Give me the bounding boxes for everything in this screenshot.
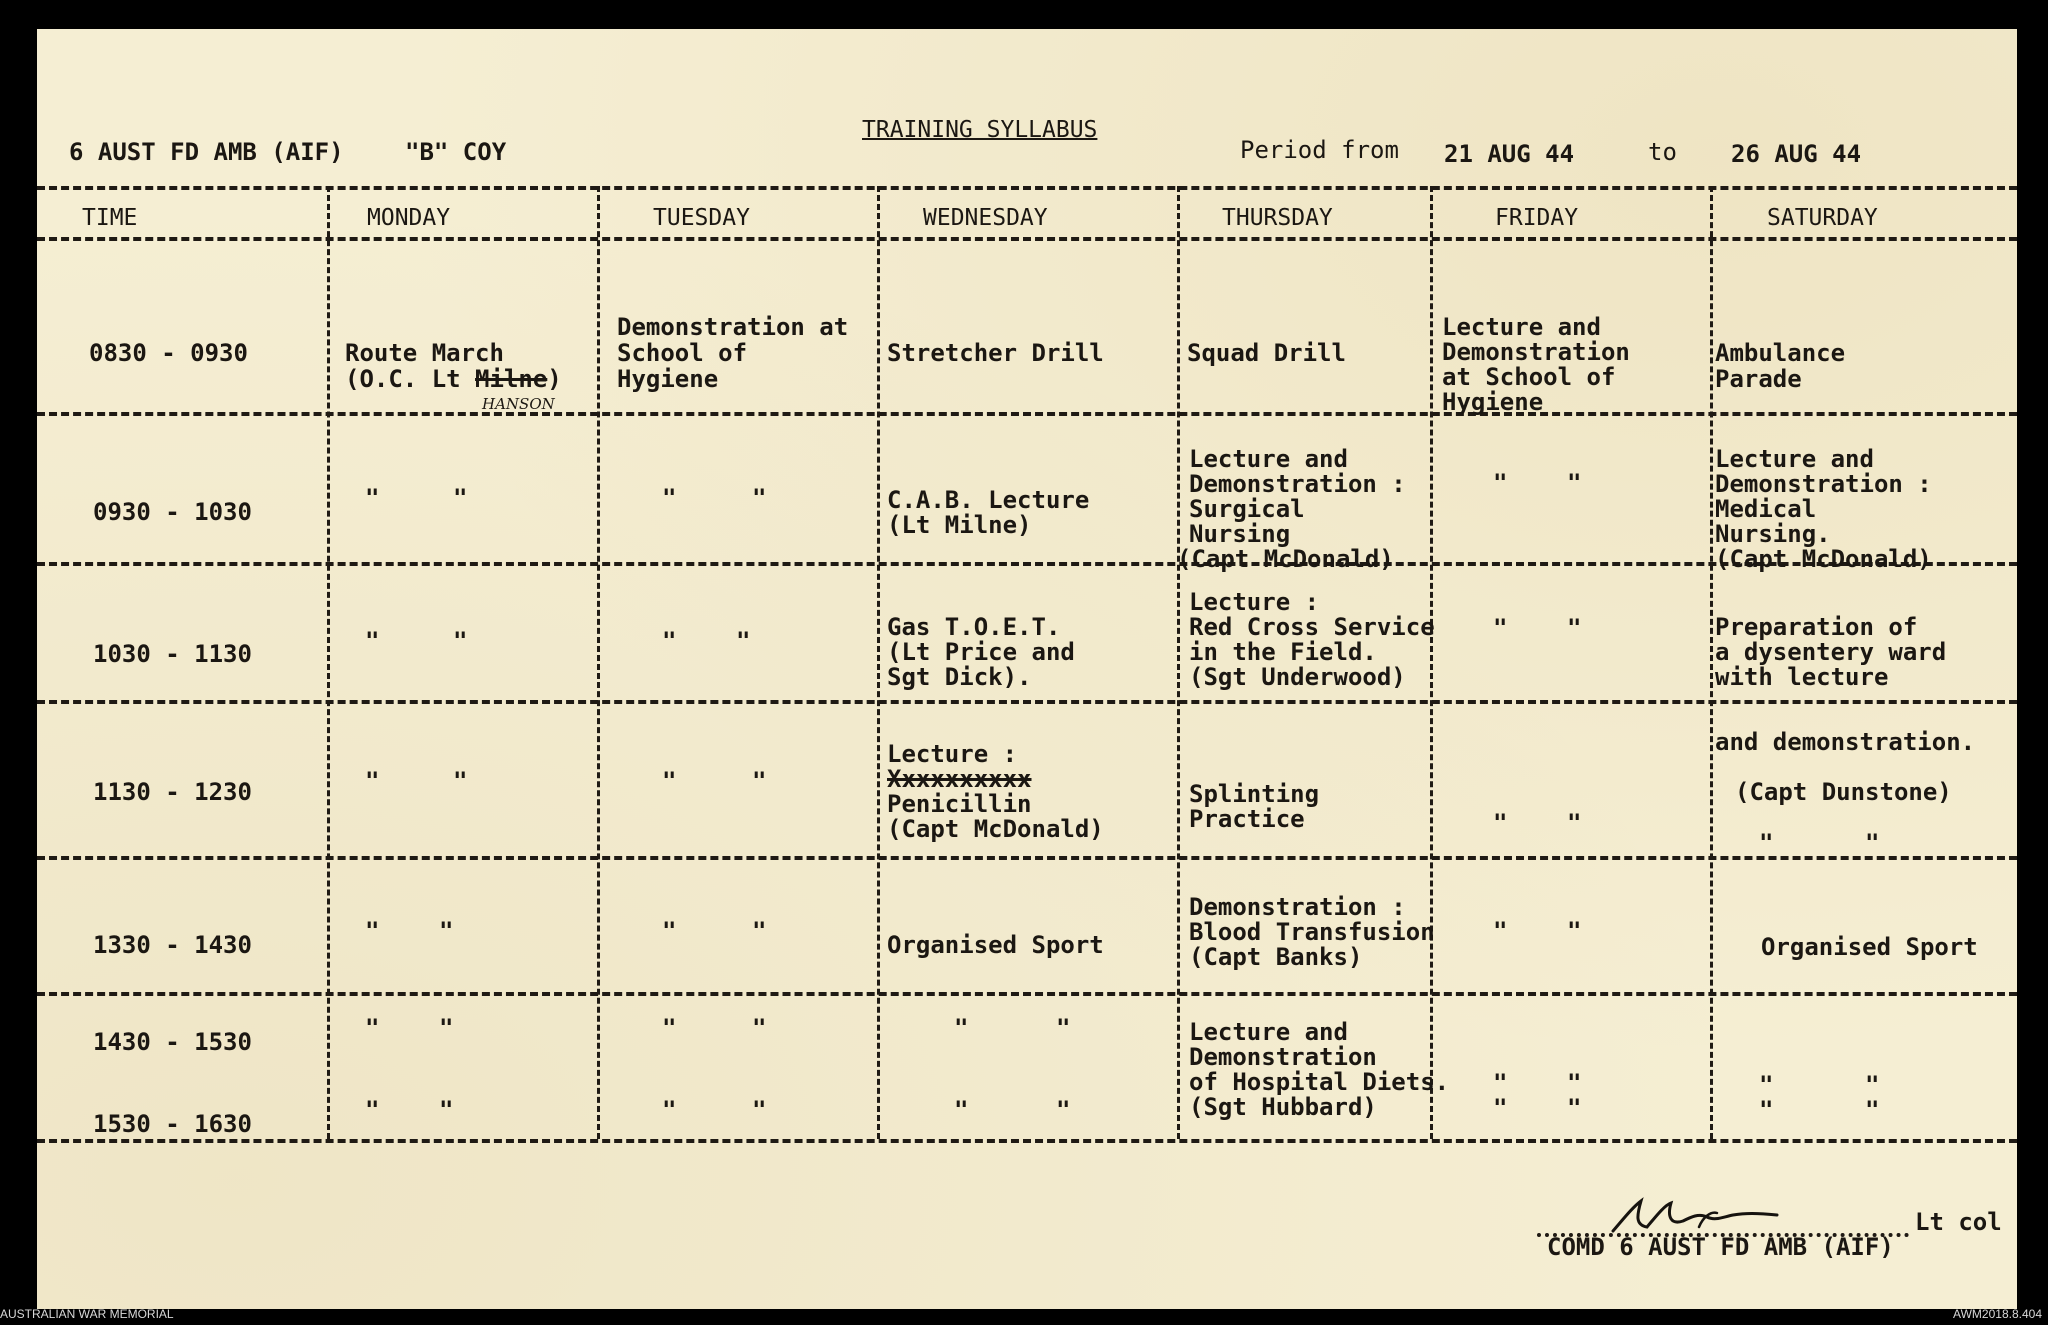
- thursday-1030-line4: (Sgt Underwood): [1189, 663, 1406, 691]
- time-0930: 0930 - 1030: [93, 498, 252, 526]
- archive-reference: AWM2018.8.404: [1953, 1307, 2042, 1321]
- wednesday-0830: Stretcher Drill: [887, 339, 1104, 367]
- wednesday-0930-line1: C.A.B. Lecture: [887, 486, 1090, 514]
- monday-0830-line1: Route March: [345, 339, 504, 367]
- time-1530: 1530 - 1630: [93, 1110, 252, 1138]
- saturday-1130-line2: (Capt Dunstone): [1735, 778, 1952, 806]
- wednesday-1330: Organised Sport: [887, 931, 1104, 959]
- wednesday-1530-ditto-2: ": [1056, 1096, 1071, 1124]
- wednesday-1030-line2: (Lt Price and: [887, 638, 1075, 666]
- to-label: to: [1648, 138, 1677, 166]
- friday-0830-line1: Lecture and: [1442, 313, 1601, 341]
- period-from: 21 AUG 44: [1444, 140, 1575, 168]
- saturday-1030-line3: with lecture: [1715, 663, 1889, 691]
- friday-0830-line2: Demonstration: [1442, 338, 1630, 366]
- friday-1130-ditto-1: ": [1493, 809, 1508, 837]
- thursday-0930-line5: (Capt McDonald): [1177, 545, 1394, 573]
- thursday-0930-line3: Surgical: [1189, 495, 1305, 523]
- tuesday-1030-ditto-2: ": [736, 627, 751, 655]
- saturday-0930-line3: Medical: [1715, 495, 1817, 523]
- thursday-1330-line2: Blood Transfusion: [1189, 918, 1435, 946]
- thursday-1430-line3: of Hospital Diets.: [1189, 1068, 1450, 1096]
- saturday-0830-line1: Ambulance: [1715, 339, 1846, 367]
- monday-0830-struck-name: Milne: [475, 365, 548, 393]
- tuesday-1130-ditto-2: ": [752, 767, 767, 795]
- saturday-0930-line1: Lecture and: [1715, 445, 1874, 473]
- table-bottom-rule: [37, 1139, 2017, 1143]
- signature-title: COMD 6 AUST FD AMB (AIF): [1547, 1233, 1894, 1261]
- saturday-1030-line2: a dysentery ward: [1715, 638, 1947, 666]
- thursday-0930-line4: Nursing: [1189, 520, 1291, 548]
- tuesday-1430-ditto-2: ": [752, 1014, 767, 1042]
- wednesday-1130-line1: Lecture :: [887, 740, 1018, 768]
- monday-0930-ditto-1: ": [365, 484, 380, 512]
- monday-1130-ditto-1: ": [365, 767, 380, 795]
- saturday-1430-ditto-2: ": [1865, 1071, 1880, 1099]
- friday-0830-line4: Hygiene: [1442, 388, 1544, 416]
- syllabus-document: [37, 29, 2017, 1309]
- thursday-1330-line3: (Capt Banks): [1189, 943, 1363, 971]
- row-rule-5: [37, 992, 2017, 996]
- saturday-1130-line1: and demonstration.: [1715, 728, 1976, 756]
- saturday-0930-line2: Demonstration :: [1715, 470, 1932, 498]
- monday-0830-close: ): [547, 365, 562, 393]
- friday-0930-ditto-2: ": [1567, 469, 1582, 497]
- row-rule-4: [37, 856, 2017, 860]
- friday-1030-ditto-1: ": [1493, 614, 1508, 642]
- time-1130: 1130 - 1230: [93, 778, 252, 806]
- col-header-saturday: SATURDAY: [1767, 205, 1878, 231]
- monday-1330-ditto-1: ": [365, 917, 380, 945]
- monday-1030-ditto-2: ": [453, 627, 468, 655]
- tuesday-0830-line1: Demonstration at: [617, 313, 849, 341]
- col-rule-5: [1430, 186, 1433, 1139]
- thursday-1030-line3: in the Field.: [1189, 638, 1377, 666]
- monday-1030-ditto-1: ": [365, 627, 380, 655]
- monday-1130-ditto-2: ": [453, 767, 468, 795]
- period-label: Period from: [1240, 136, 1399, 164]
- friday-0930-ditto-1: ": [1493, 469, 1508, 497]
- friday-1030-ditto-2: ": [1567, 614, 1582, 642]
- saturday-1430-ditto-1: ": [1759, 1071, 1774, 1099]
- monday-0830-line2: [345, 366, 562, 392]
- friday-1530-ditto-2: ": [1567, 1094, 1582, 1122]
- wednesday-1530-ditto-1: ": [954, 1096, 969, 1124]
- saturday-0930-line5: (Capt McDonald): [1715, 545, 1932, 573]
- thursday-1430-line2: Demonstration: [1189, 1043, 1377, 1071]
- col-header-time: TIME: [82, 205, 138, 231]
- wednesday-1130-line4: (Capt McDonald): [887, 815, 1104, 843]
- tuesday-0830-line2: School of: [617, 339, 748, 367]
- time-1430: 1430 - 1530: [93, 1028, 252, 1056]
- col-rule-4: [1177, 186, 1180, 1139]
- thursday-1030-line2: Red Cross Service: [1189, 613, 1435, 641]
- wednesday-1430-ditto-2: ": [1056, 1014, 1071, 1042]
- col-header-tuesday: TUESDAY: [653, 205, 750, 231]
- monday-0830-handwritten-name: HANSON: [482, 395, 555, 413]
- company-name: "B" COY: [405, 138, 507, 166]
- thursday-1430-line1: Lecture and: [1189, 1018, 1348, 1046]
- thursday-1130-line2: Practice: [1189, 805, 1305, 833]
- tuesday-1330-ditto-2: ": [752, 917, 767, 945]
- wednesday-1030-line3: Sgt Dick).: [887, 663, 1032, 691]
- saturday-1030-line1: Preparation of: [1715, 613, 1918, 641]
- document-title: TRAINING SYLLABUS: [862, 117, 1098, 143]
- time-1330: 1330 - 1430: [93, 931, 252, 959]
- unit-name: 6 AUST FD AMB (AIF): [69, 138, 344, 166]
- saturday-1530-ditto-1: ": [1759, 1096, 1774, 1124]
- friday-0830-line3: at School of: [1442, 363, 1616, 391]
- monday-1430-ditto-1: ": [365, 1014, 380, 1042]
- time-1030: 1030 - 1130: [93, 640, 252, 668]
- col-header-wednesday: WEDNESDAY: [923, 205, 1048, 231]
- wednesday-1130-line3: Penicillin: [887, 790, 1032, 818]
- monday-1430-ditto-2: ": [439, 1014, 454, 1042]
- tuesday-0930-ditto-2: ": [752, 484, 767, 512]
- row-rule-3: [37, 700, 2017, 704]
- saturday-1130-ditto-1: ": [1759, 829, 1774, 857]
- archive-caption: AUSTRALIAN WAR MEMORIAL: [0, 1307, 174, 1321]
- col-rule-6: [1710, 186, 1713, 1139]
- wednesday-0930-line2: (Lt Milne): [887, 511, 1032, 539]
- monday-1530-ditto-1: ": [365, 1096, 380, 1124]
- friday-1430-ditto-2: ": [1567, 1069, 1582, 1097]
- friday-1430-ditto-1: ": [1493, 1069, 1508, 1097]
- monday-1330-ditto-2: ": [439, 917, 454, 945]
- col-header-friday: FRIDAY: [1495, 205, 1579, 231]
- table-top-rule: [37, 186, 2017, 190]
- col-rule-1: [327, 186, 330, 1139]
- tuesday-1530-ditto-1: ": [662, 1096, 677, 1124]
- friday-1530-ditto-1: ": [1493, 1094, 1508, 1122]
- saturday-1330: Organised Sport: [1761, 933, 1978, 961]
- saturday-0930-line4: Nursing.: [1715, 520, 1831, 548]
- wednesday-1430-ditto-1: ": [954, 1014, 969, 1042]
- thursday-1330-line1: Demonstration :: [1189, 893, 1406, 921]
- saturday-0830-line2: Parade: [1715, 365, 1802, 393]
- thursday-0930-line2: Demonstration :: [1189, 470, 1406, 498]
- signature-rank: Lt col: [1915, 1208, 2002, 1236]
- friday-1330-ditto-1: ": [1493, 917, 1508, 945]
- friday-1330-ditto-2: ": [1567, 917, 1582, 945]
- wednesday-1030-line1: Gas T.O.E.T.: [887, 613, 1061, 641]
- time-0830: 0830 - 0930: [89, 339, 248, 367]
- tuesday-0830-line3: Hygiene: [617, 365, 719, 393]
- tuesday-1430-ditto-1: ": [662, 1014, 677, 1042]
- saturday-1130-ditto-2: ": [1865, 829, 1880, 857]
- tuesday-0930-ditto-1: ": [662, 484, 677, 512]
- monday-0830-officer: (O.C. Lt: [345, 365, 476, 393]
- wednesday-1130-struck-text: Xxxxxxxxxx: [887, 765, 1032, 793]
- friday-1130-ditto-2: ": [1567, 809, 1582, 837]
- col-header-monday: MONDAY: [367, 205, 451, 231]
- tuesday-1530-ditto-2: ": [752, 1096, 767, 1124]
- thursday-1430-line4: (Sgt Hubbard): [1189, 1093, 1377, 1121]
- tuesday-1130-ditto-1: ": [662, 767, 677, 795]
- saturday-1530-ditto-2: ": [1865, 1096, 1880, 1124]
- col-rule-3: [877, 186, 880, 1139]
- thursday-1130-line1: Splinting: [1189, 780, 1320, 808]
- header-rule: [37, 237, 2017, 241]
- monday-0930-ditto-2: ": [453, 484, 468, 512]
- period-to: 26 AUG 44: [1731, 140, 1862, 168]
- tuesday-1030-ditto-1: ": [662, 627, 677, 655]
- row-rule-1: [37, 412, 2017, 416]
- col-header-thursday: THURSDAY: [1222, 205, 1333, 231]
- thursday-1030-line1: Lecture :: [1189, 588, 1320, 616]
- col-rule-2: [597, 186, 600, 1139]
- thursday-0930-line1: Lecture and: [1189, 445, 1348, 473]
- monday-1530-ditto-2: ": [439, 1096, 454, 1124]
- thursday-0830: Squad Drill: [1187, 339, 1346, 367]
- tuesday-1330-ditto-1: ": [662, 917, 677, 945]
